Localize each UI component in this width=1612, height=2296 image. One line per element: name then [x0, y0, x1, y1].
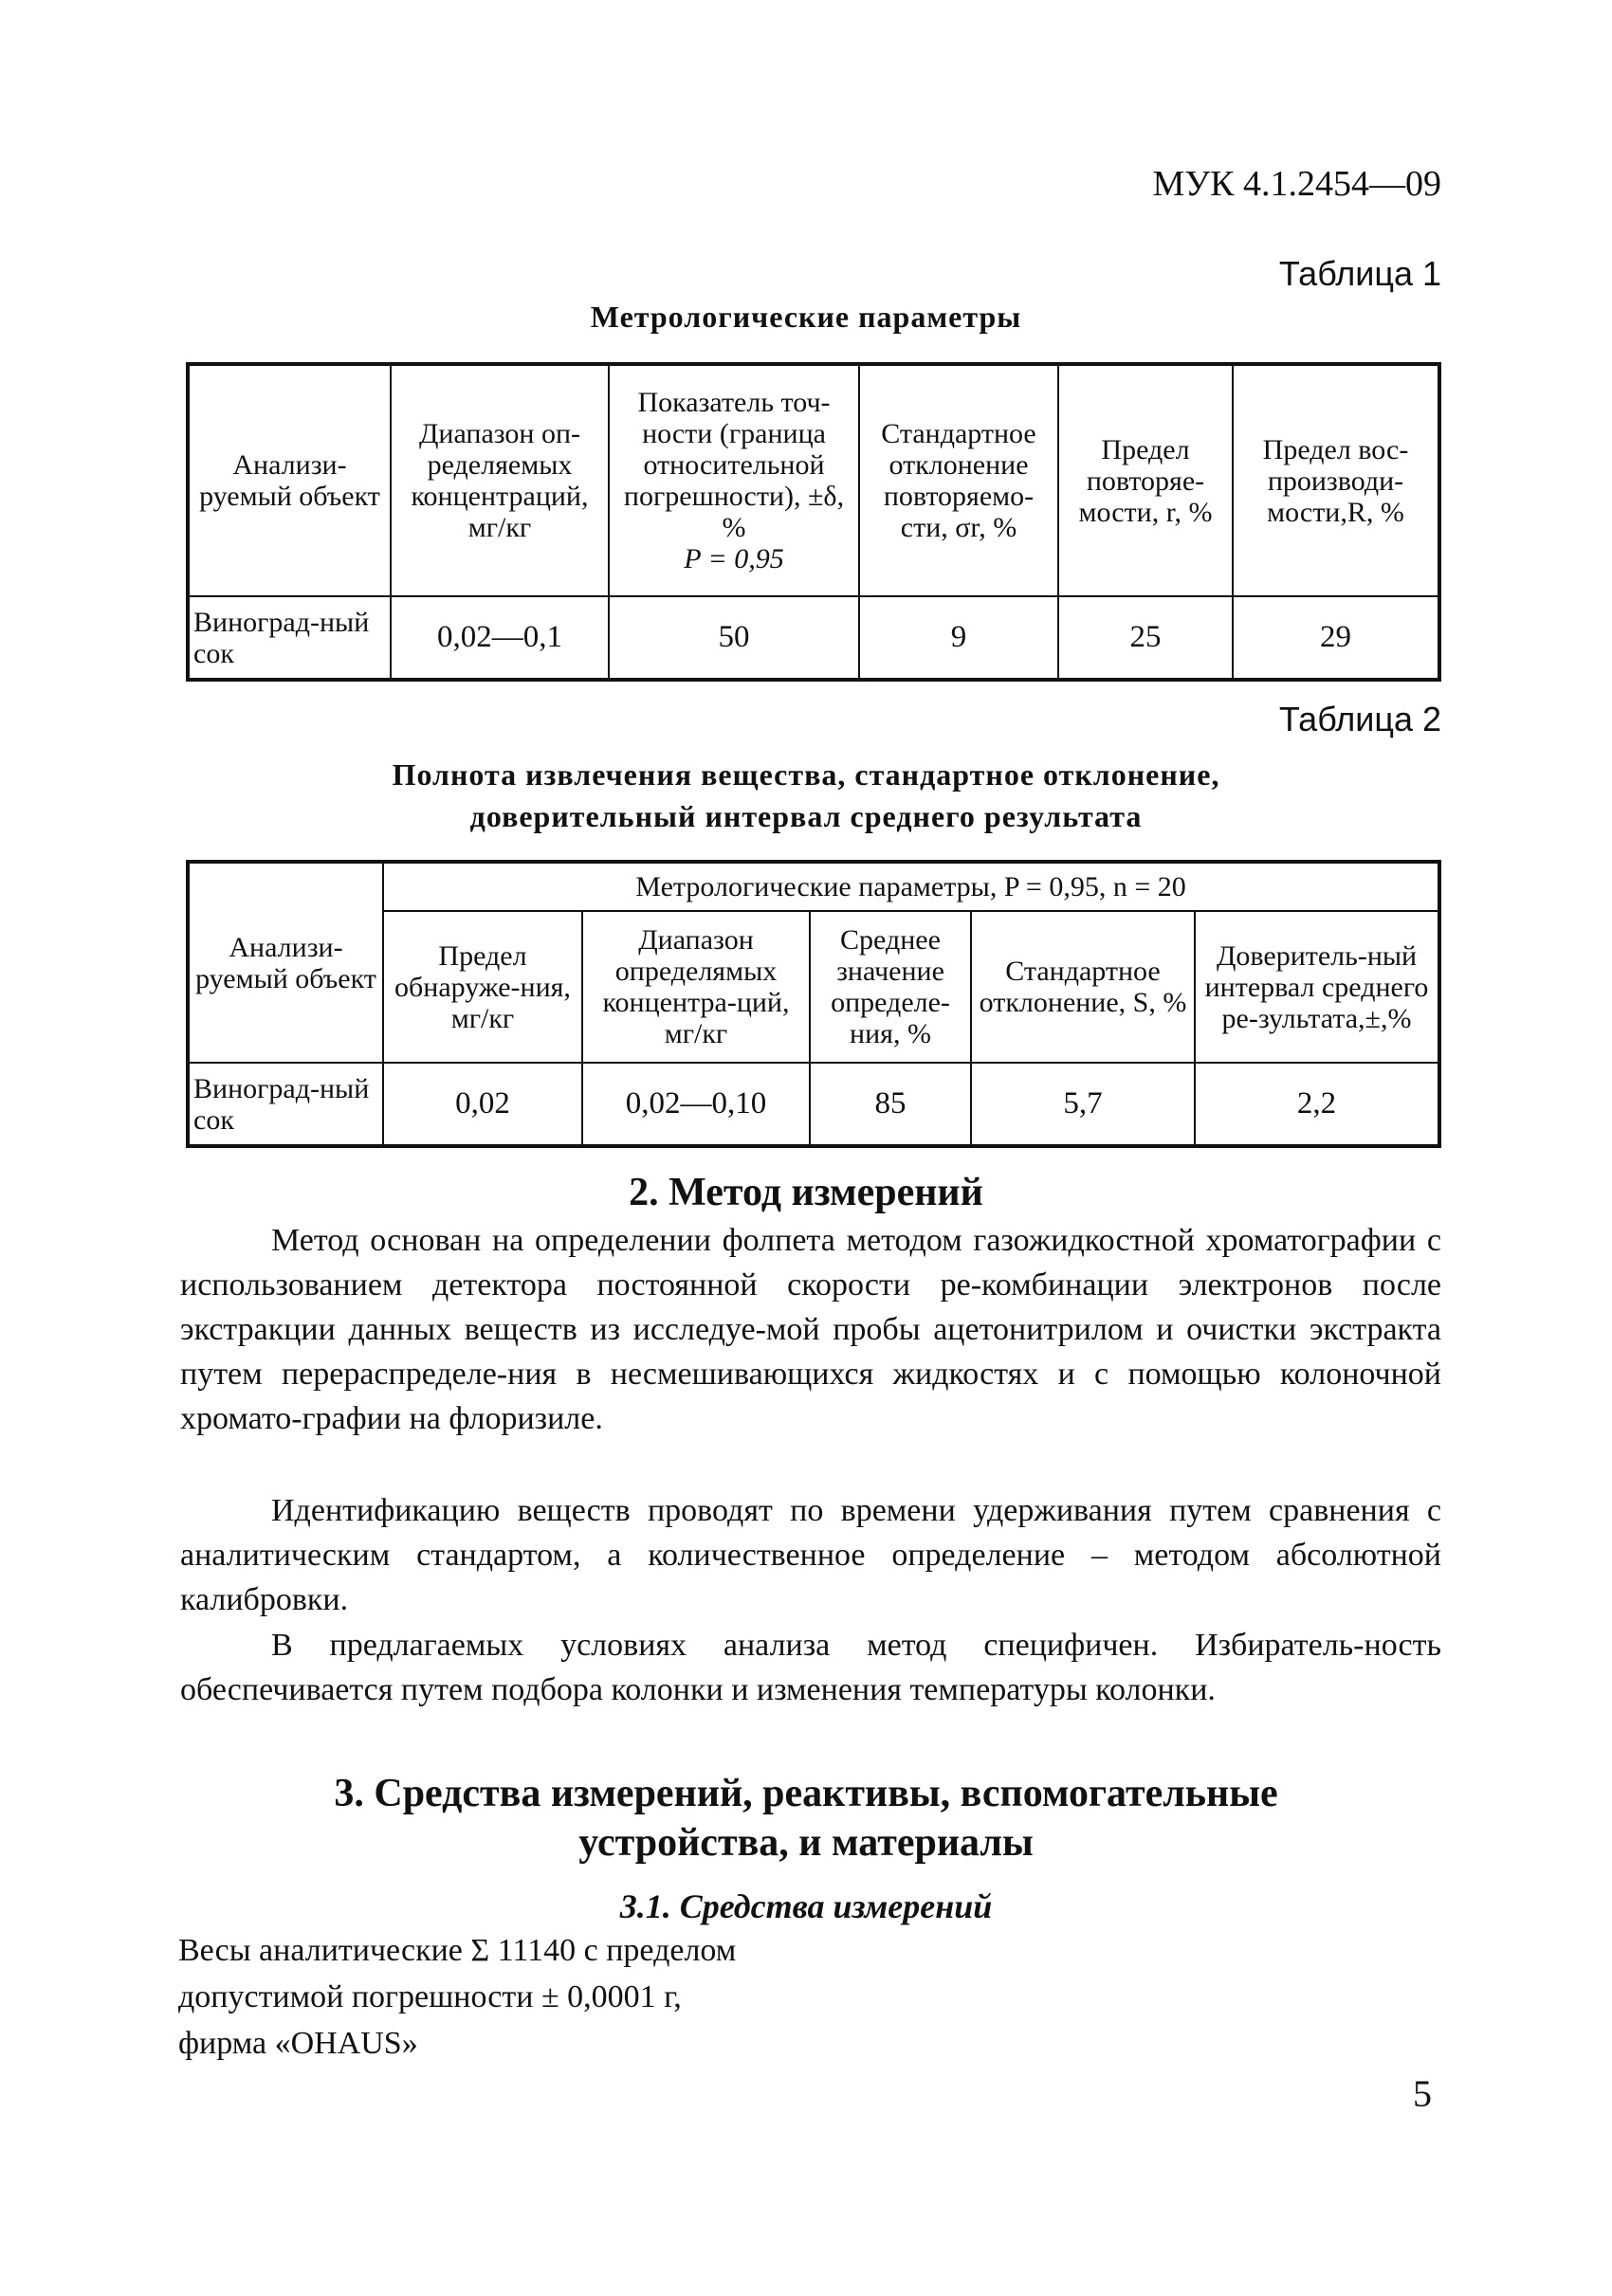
equipment-line-1: Весы аналитические Σ 11140 с пределом	[178, 1933, 737, 1968]
table1-header-accuracy	[609, 364, 859, 596]
equipment-line-2: допустимой погрешности ± 0,0001 г,	[178, 1979, 682, 2014]
table1-header-accuracy-p: P = 0,95	[684, 543, 784, 574]
table1-header-row	[188, 364, 1439, 596]
table1-header-range: Диапазон оп-ределяемых концентраций, мг/кг	[391, 364, 609, 596]
table2-group-header-row	[188, 862, 1439, 911]
recovery-table	[186, 860, 1441, 1148]
table1-title: Метрологические параметры	[590, 300, 1022, 334]
table2-header-object: Анализи-руемый объект	[188, 862, 383, 1063]
table2-cell-object: Виноград-ный сок	[188, 1063, 383, 1146]
table-row	[188, 1063, 1439, 1146]
table2-cell-confidence: 2,2	[1195, 1063, 1439, 1146]
document-code: МУК 4.1.2454—09	[1152, 164, 1441, 204]
table-row	[188, 596, 1439, 680]
table1-cell-repeatability: 25	[1058, 596, 1233, 680]
table2-cell-std-dev: 5,7	[971, 1063, 1195, 1146]
section3-heading	[180, 1769, 1432, 1868]
section2-paragraph-1: Метод основан на определении фолпета методом газожидкостной хроматографии с использованием детектора постоянной скорости ре-комбинации электронов после экстракции данных веществ из исследуе-мой пробы ацетонитрилом и очистки экстракта путем перераспределе-ния в несмешивающихся жидкостях и с помощью колоночной хромато-графии на флоризиле.	[180, 1223, 1441, 1436]
table1-header-object: Анализи-руемый объект	[188, 364, 391, 596]
table2-header-range: Диапазон определямых концентра-ций, мг/кг	[582, 911, 810, 1063]
section3-heading-line2: устройства, и материалы	[578, 1821, 1034, 1865]
table2-title	[180, 754, 1432, 837]
section2-paragraph-3: В предлагаемых условиях анализа метод специфичен. Избиратель-ность обеспечивается путем подбора колонки и изменения температуры колонки.	[180, 1628, 1441, 1707]
table1-cell-std-dev: 9	[859, 596, 1058, 680]
section2-heading: 2. Метод измерений	[629, 1171, 983, 1214]
section3-heading-line1: 3. Средства измерений, реактивы, вспомогательные	[334, 1772, 1278, 1815]
section2-paragraph-2: Идентификацию веществ проводят по времени удерживания путем сравнения с аналитическим стандартом, а количественное определение – методом абсолютной калибровки.	[180, 1493, 1441, 1617]
table2-label: Таблица 2	[1278, 700, 1441, 738]
table2-header-group: Метрологические параметры, P = 0,95, n = 20	[383, 862, 1439, 911]
table2-title-line1: Полнота извлечения вещества, стандартное отклонение,	[392, 757, 1220, 792]
table1-header-reproducibility: Предел вос-производи-мости,R, %	[1233, 364, 1439, 596]
table2-header-mean: Среднее значение определе-ния, %	[810, 911, 971, 1063]
table1-cell-reproducibility: 29	[1233, 596, 1439, 680]
table1-header-accuracy-label: Показатель точ-ности (граница относительной погрешности), ±δ, %	[623, 387, 845, 543]
table1-header-std-dev: Стандартное отклонение повторяемо-сти, σr, %	[859, 364, 1058, 596]
table1-cell-object: Виноград-ный сок	[188, 596, 391, 680]
table1-cell-accuracy: 50	[609, 596, 859, 680]
equipment-line-3: фирма «OHAUS»	[178, 2026, 418, 2061]
page-number: 5	[1413, 2072, 1432, 2115]
table2-header-std-dev: Стандартное отклонение, S, %	[971, 911, 1195, 1063]
table2-cell-detection-limit: 0,02	[383, 1063, 582, 1146]
table1-label: Таблица 1	[1278, 254, 1441, 293]
subsection-3-1-heading: 3.1. Средства измерений	[619, 1887, 993, 1925]
metrology-table	[186, 362, 1441, 682]
table2-title-line2: доверительный интервал среднего результата	[469, 799, 1143, 833]
table2-cell-mean: 85	[810, 1063, 971, 1146]
table2-header-detection-limit: Предел обнаруже-ния, мг/кг	[383, 911, 582, 1063]
table2-cell-range: 0,02—0,10	[582, 1063, 810, 1146]
table1-cell-range: 0,02—0,1	[391, 596, 609, 680]
table2-header-confidence: Доверитель-ный интервал среднего ре-зультата,±,%	[1195, 911, 1439, 1063]
table1-header-repeatability: Предел повторяе-мости, r, %	[1058, 364, 1233, 596]
